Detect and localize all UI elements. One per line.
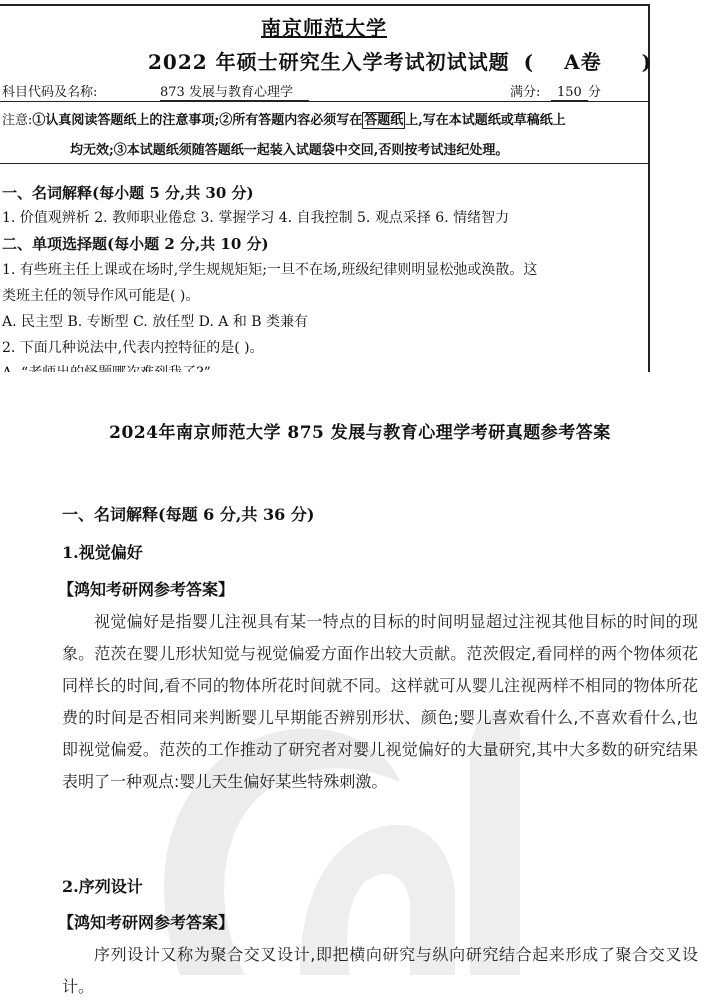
question-1-line-1: 1. 有些班主任上课或在场时,学生规规矩矩;一旦不在场,班级纪律则明显松弛或涣散。这	[2, 262, 538, 278]
exam-notice	[0, 103, 648, 164]
section-2-title: 二、单项选择题(每小题 2 分,共 10 分)	[2, 235, 269, 253]
volume-paren-close: )	[641, 50, 653, 74]
answer-title: 2024年南京师范大学 875 发展与教育心理学考研真题参考答案	[109, 423, 611, 443]
notice-line-1	[2, 109, 566, 128]
answer-source-label-1: 【鸿知考研网参考答案】	[58, 580, 235, 599]
exam-volume: A卷	[564, 50, 602, 74]
notice-boxed-word: 答题纸	[364, 113, 404, 128]
volume-paren-open: (	[523, 50, 535, 74]
answer-term-1: 1.视觉偏好	[62, 543, 143, 562]
exam-title	[148, 46, 652, 75]
answer-document	[0, 372, 720, 996]
exam-title-text: 2022 年硕士研究生入学考试初试试题	[148, 50, 510, 74]
university-name: 南京师范大学	[261, 16, 387, 40]
subject-label: 科目代码及名称:	[2, 85, 98, 100]
notice-head: 注意:	[2, 113, 33, 128]
score-value: 150	[551, 85, 588, 101]
exam-paper	[0, 0, 720, 372]
notice-line-2: 均无效;③本试题纸须随答题纸一起装入试题袋中交回,否则按考试违纪处理。	[70, 143, 509, 158]
question-2-line-1: 2. 下面几种说法中,代表内控特征的是( )。	[2, 340, 264, 356]
subject-row	[0, 79, 648, 102]
question-1-line-2: 类班主任的领导作风可能是( )。	[2, 288, 200, 304]
answer-section-title: 一、名词解释(每题 6 分,共 36 分)	[62, 505, 315, 524]
answer-term-1-text: 视觉偏好是指婴儿注视具有某一特点的目标的时间明显超过注视其他目标的时间的现象。范茨在婴儿形状知觉与视觉偏爱方面作出较大贡献。范茨假定,看同样的两个物体须花同样长的时间,看不同的物体所花时间就不同。这样就可从婴儿注视两样不相同的物体所花费的时间是否相同来判断婴儿早期能否辨别形状、颜色;婴儿喜欢看什么,不喜欢看什么,也即视觉偏爱。范茨的工作推动了研究者对婴儿视觉偏好的大量研究,其中大多数的研究结果表明了一种观点:婴儿天生偏好某些特殊刺激。	[62, 612, 698, 791]
question-1-options: A. 民主型 B. 专断型 C. 放任型 D. A 和 B 类兼有	[2, 314, 309, 330]
answer-source-label-2: 【鸿知考研网参考答案】	[58, 913, 235, 932]
score-unit: 分	[587, 85, 601, 100]
answer-term-2-text: 序列设计又称为聚合交叉设计,即把横向研究与纵向研究结合起来形成了聚合交叉设计。	[62, 945, 698, 996]
answer-term-2: 2.序列设计	[62, 877, 143, 896]
score-field	[551, 81, 601, 100]
score-label: 满分:	[510, 85, 541, 100]
subject-value: 873 发展与教育心理学	[160, 81, 309, 101]
section-1-terms: 1. 价值观辨析 2. 教师职业倦怠 3. 掌握学习 4. 自我控制 5. 观点采择 6. 情绪智力	[2, 210, 510, 226]
section-1-title: 一、名词解释(每小题 5 分,共 30 分)	[2, 184, 254, 202]
notice-line-1-b: 上,写在本试题纸或草稿纸上	[405, 113, 566, 128]
notice-line-1-a: ①认真阅读答题纸上的注意事项;②所有答题内容必须写在	[32, 113, 363, 128]
